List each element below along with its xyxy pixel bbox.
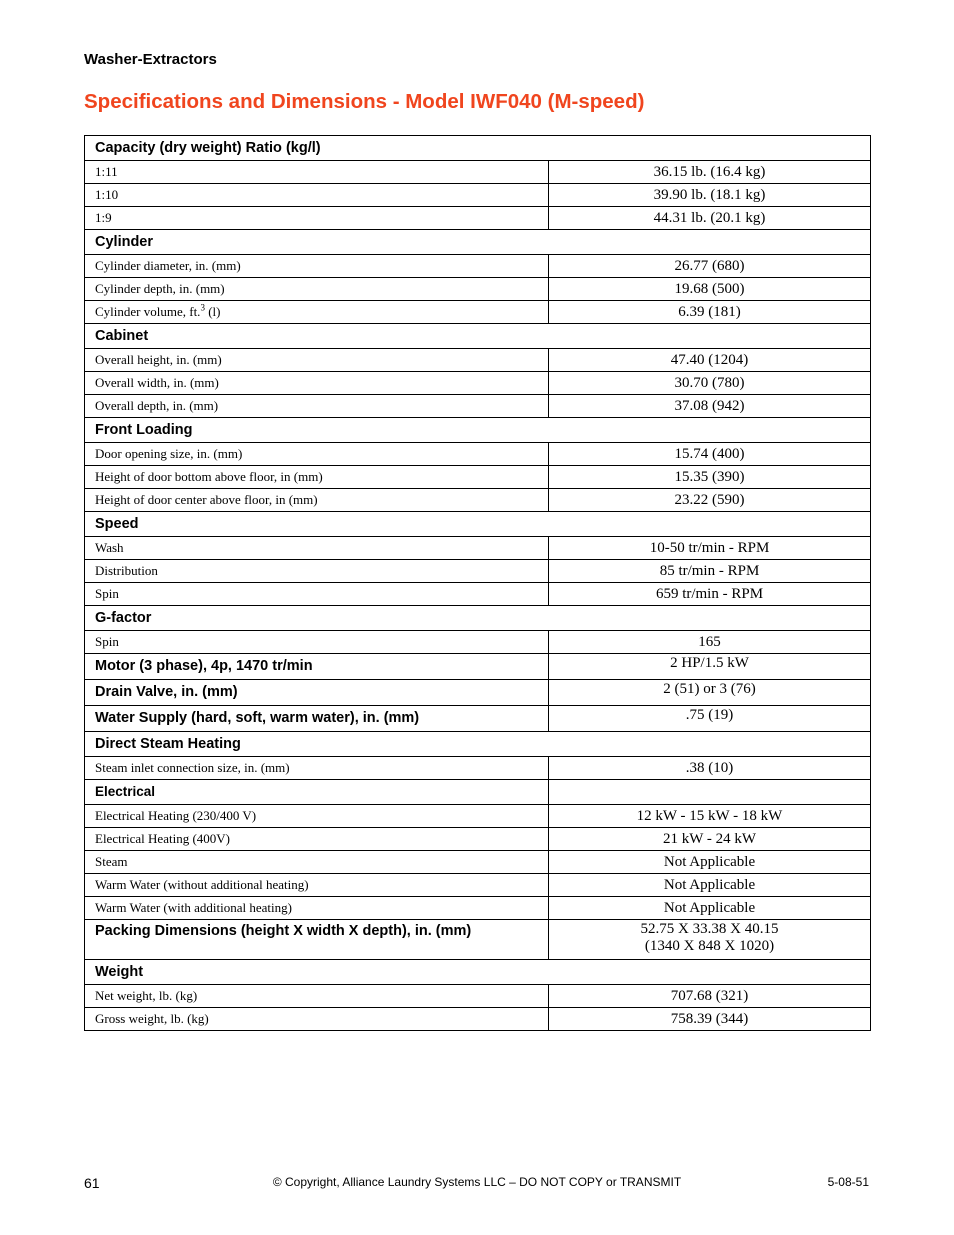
row-label: Drain Valve, in. (mm) xyxy=(85,680,549,706)
row-value: .38 (10) xyxy=(549,757,871,780)
row-value: 37.08 (942) xyxy=(549,395,871,418)
table-row xyxy=(85,349,871,372)
water-supply-row xyxy=(85,706,871,732)
row-label: 1:9 xyxy=(85,207,549,230)
row-value: 36.15 lb. (16.4 kg) xyxy=(549,161,871,184)
copyright-notice: © Copyright, Alliance Laundry Systems LLC – DO NOT COPY or TRANSMIT xyxy=(272,1175,682,1189)
packing-dimensions-row xyxy=(85,920,871,960)
weight-group-header xyxy=(85,960,871,985)
speed-group-header xyxy=(85,512,871,537)
row-label: Overall height, in. (mm) xyxy=(85,349,549,372)
row-label: Electrical Heating (230/400 V) xyxy=(85,805,549,828)
cabinet-group-header xyxy=(85,324,871,349)
label-text: (l) xyxy=(204,303,221,319)
row-value: 15.74 (400) xyxy=(549,443,871,466)
table-row xyxy=(85,828,871,851)
drain-valve-row xyxy=(85,680,871,706)
g-factor-group-header xyxy=(85,606,871,631)
row-label: Water Supply (hard, soft, warm water), in. (mm) xyxy=(85,706,549,732)
row-label: Height of door center above floor, in (mm) xyxy=(85,489,549,512)
label-text: Cylinder volume, ft. xyxy=(95,303,201,319)
empty-cell xyxy=(549,780,871,805)
table-row xyxy=(85,301,871,324)
table-row xyxy=(85,560,871,583)
front-loading-group-header xyxy=(85,418,871,443)
row-label: Net weight, lb. (kg) xyxy=(85,985,549,1008)
table-row xyxy=(85,443,871,466)
table-row xyxy=(85,255,871,278)
table-row xyxy=(85,537,871,560)
table-row xyxy=(85,985,871,1008)
row-label: Cylinder depth, in. (mm) xyxy=(85,278,549,301)
row-label: 1:11 xyxy=(85,161,549,184)
group-title: Capacity (dry weight) Ratio (kg/l) xyxy=(85,136,871,161)
table-row xyxy=(85,184,871,207)
group-title: Electrical xyxy=(85,780,549,805)
row-label: Motor (3 phase), 4p, 1470 tr/min xyxy=(85,654,549,680)
row-value: 23.22 (590) xyxy=(549,489,871,512)
group-title: G-factor xyxy=(85,606,871,631)
row-label: Wash xyxy=(85,537,549,560)
table-row xyxy=(85,874,871,897)
row-label: Electrical Heating (400V) xyxy=(85,828,549,851)
section-header: Washer-Extractors xyxy=(84,51,217,68)
page-title: Specifications and Dimensions - Model IWF040 (M-speed) xyxy=(84,90,645,113)
row-value: 30.70 (780) xyxy=(549,372,871,395)
motor-row xyxy=(85,654,871,680)
table-row xyxy=(85,489,871,512)
row-label xyxy=(85,301,549,324)
table-row xyxy=(85,207,871,230)
row-label: Distribution xyxy=(85,560,549,583)
row-value: Not Applicable xyxy=(549,874,871,897)
row-label: Door opening size, in. (mm) xyxy=(85,443,549,466)
row-value: 39.90 lb. (18.1 kg) xyxy=(549,184,871,207)
row-value: 659 tr/min - RPM xyxy=(549,583,871,606)
group-title: Front Loading xyxy=(85,418,871,443)
row-label: Spin xyxy=(85,631,549,654)
capacity-group-header xyxy=(85,136,871,161)
cylinder-group-header xyxy=(85,230,871,255)
row-label: Gross weight, lb. (kg) xyxy=(85,1008,549,1031)
row-value: 758.39 (344) xyxy=(549,1008,871,1031)
row-value xyxy=(549,920,871,960)
group-title: Weight xyxy=(85,960,871,985)
page-number: 61 xyxy=(84,1175,100,1191)
row-value: 19.68 (500) xyxy=(549,278,871,301)
group-title: Speed xyxy=(85,512,871,537)
row-label: Steam inlet connection size, in. (mm) xyxy=(85,757,549,780)
table-row xyxy=(85,805,871,828)
electrical-group-header xyxy=(85,780,871,805)
value-line: 52.75 X 33.38 X 40.15 xyxy=(640,921,779,937)
row-label: Cylinder diameter, in. (mm) xyxy=(85,255,549,278)
table-row xyxy=(85,395,871,418)
row-value: 2 HP/1.5 kW xyxy=(549,654,871,680)
row-label: 1:10 xyxy=(85,184,549,207)
row-value: Not Applicable xyxy=(549,897,871,920)
table-row xyxy=(85,897,871,920)
group-title: Cylinder xyxy=(85,230,871,255)
row-value: 6.39 (181) xyxy=(549,301,871,324)
row-label: Overall depth, in. (mm) xyxy=(85,395,549,418)
row-value: 165 xyxy=(549,631,871,654)
document-code: 5-08-51 xyxy=(827,1175,869,1189)
row-value: Not Applicable xyxy=(549,851,871,874)
group-title: Direct Steam Heating xyxy=(85,732,871,757)
superscript: 3 xyxy=(200,302,205,313)
row-value: 21 kW - 24 kW xyxy=(549,828,871,851)
table-row xyxy=(85,631,871,654)
table-row xyxy=(85,161,871,184)
table-row xyxy=(85,372,871,395)
row-value: 26.77 (680) xyxy=(549,255,871,278)
row-value: 44.31 lb. (20.1 kg) xyxy=(549,207,871,230)
row-value: 707.68 (321) xyxy=(549,985,871,1008)
row-value: 15.35 (390) xyxy=(549,466,871,489)
row-label: Warm Water (with additional heating) xyxy=(85,897,549,920)
row-value: 12 kW - 15 kW - 18 kW xyxy=(549,805,871,828)
row-value: .75 (19) xyxy=(549,706,871,732)
table-row xyxy=(85,278,871,301)
row-value: 10-50 tr/min - RPM xyxy=(549,537,871,560)
row-label: Height of door bottom above floor, in (mm) xyxy=(85,466,549,489)
table-row xyxy=(85,851,871,874)
group-title: Cabinet xyxy=(85,324,871,349)
specifications-table xyxy=(84,135,871,1031)
steam-heating-group-header xyxy=(85,732,871,757)
row-label: Overall width, in. (mm) xyxy=(85,372,549,395)
row-label: Steam xyxy=(85,851,549,874)
row-value: 85 tr/min - RPM xyxy=(549,560,871,583)
row-value: 47.40 (1204) xyxy=(549,349,871,372)
table-row xyxy=(85,583,871,606)
row-label: Spin xyxy=(85,583,549,606)
row-value: 2 (51) or 3 (76) xyxy=(549,680,871,706)
value-line: (1340 X 848 X 1020) xyxy=(644,937,775,954)
table-row xyxy=(85,1008,871,1031)
table-row xyxy=(85,466,871,489)
row-label: Packing Dimensions (height X width X depth), in. (mm) xyxy=(85,920,549,960)
table-row xyxy=(85,757,871,780)
row-label: Warm Water (without additional heating) xyxy=(85,874,549,897)
